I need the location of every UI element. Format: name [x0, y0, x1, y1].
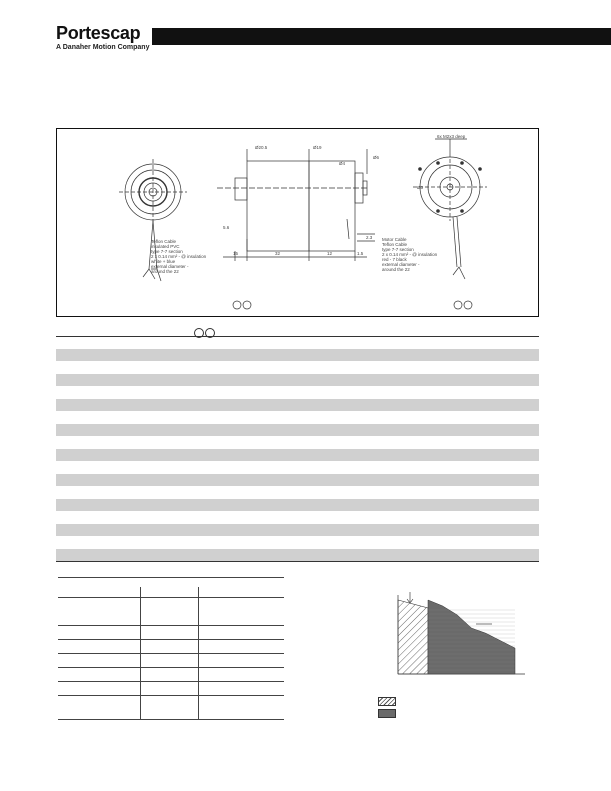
- table-rule: [58, 597, 284, 598]
- dim-11: Ø3: [417, 185, 424, 190]
- table-row: [56, 499, 539, 511]
- right-note-5: red - 7 black: [382, 257, 407, 262]
- right-note-4: 2 x 0.14 mm² - @ insulation: [382, 252, 438, 257]
- table-top-rule: [56, 336, 539, 337]
- table-rule: [58, 667, 284, 668]
- legend-hatched-swatch: [378, 697, 396, 706]
- table-column-divider: [140, 587, 141, 719]
- dim-7: 2.3: [366, 235, 373, 240]
- right-note-2: Teflon Cable: [382, 242, 408, 247]
- right-note-7: around the 22: [382, 267, 410, 272]
- left-note-6: external diameter -: [151, 264, 189, 269]
- intermittent-operation-area: [428, 600, 515, 674]
- table-row: [56, 449, 539, 461]
- table-rule: [58, 577, 284, 578]
- right-note-1: Motor Cable: [382, 237, 407, 242]
- technical-drawing: [56, 128, 539, 317]
- left-note-1: Teflon Cable: [151, 239, 177, 244]
- dim-8: 5.6: [223, 225, 230, 230]
- table-row: [56, 474, 539, 486]
- table-rule: [58, 695, 284, 696]
- brand-name: Portescap: [56, 23, 141, 43]
- drawing-svg: [57, 129, 540, 318]
- chart-svg: [380, 590, 530, 682]
- right-end-view: [413, 139, 487, 279]
- continuous-operation-area: [398, 600, 428, 674]
- right-top-label: 6x M2x3 deep: [437, 134, 466, 139]
- table-row: [56, 424, 539, 436]
- dim-1: Ø20.5: [255, 145, 268, 150]
- left-note-2: insulated PVC: [151, 244, 180, 249]
- table-row: [56, 549, 539, 561]
- table-column-divider: [198, 587, 199, 719]
- table-rule: [58, 639, 284, 640]
- brand-tagline: A Danaher Motion Company: [56, 44, 150, 51]
- left-note-5: white + blue: [151, 259, 176, 264]
- table-row: [56, 399, 539, 411]
- left-note-7: around the 22: [151, 269, 179, 274]
- drawing-symbols: [233, 301, 472, 309]
- table-row: [56, 524, 539, 536]
- left-note-4: 2 x 0.14 mm² - @ insulation: [151, 254, 207, 259]
- dim-10: Ø6: [373, 155, 380, 160]
- side-view: [217, 149, 375, 261]
- table-rule: [58, 625, 284, 626]
- dim-2: Ø19: [313, 145, 322, 150]
- dim-5: 32: [275, 251, 281, 256]
- table-rule: [58, 681, 284, 682]
- dim-6: 12: [327, 251, 333, 256]
- dim-3: Ø4: [339, 161, 346, 166]
- table-symbols: [194, 325, 216, 343]
- right-note-6: external diameter -: [382, 262, 420, 267]
- operating-range-chart: [380, 590, 530, 687]
- legend-solid-swatch: [378, 709, 396, 718]
- right-note-3: type 7-7 section: [382, 247, 414, 252]
- table-bottom-rule: [56, 561, 539, 562]
- header-bar: [152, 28, 611, 45]
- brand-logo: [56, 23, 149, 51]
- table-row: [56, 349, 539, 361]
- table-rule: [58, 719, 284, 720]
- left-note-3: type 7-7 section: [151, 249, 183, 254]
- table-rule: [58, 653, 284, 654]
- chart-legend: [378, 697, 396, 721]
- dim-4: 15: [233, 251, 239, 256]
- table-row: [56, 374, 539, 386]
- dim-9: 1.5: [357, 251, 364, 256]
